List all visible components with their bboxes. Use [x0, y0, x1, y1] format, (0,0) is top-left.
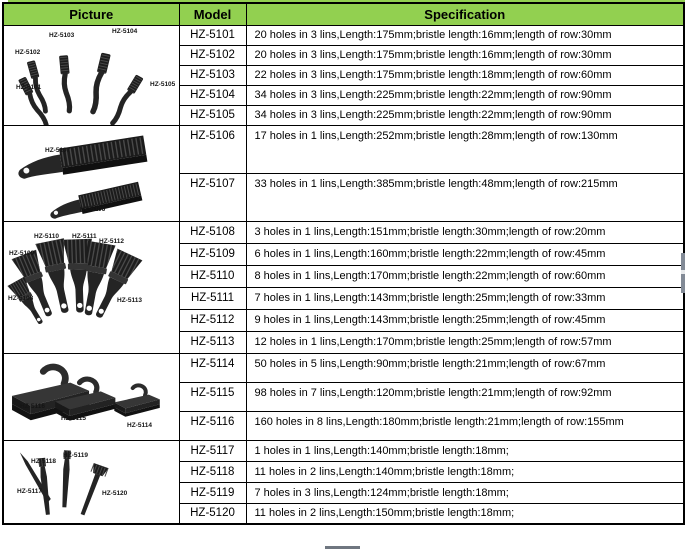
model-cell: HZ-5118 [179, 461, 246, 482]
spec-cell: 22 holes in 3 lins,Length:175mm;bristle length:18mm;length of row:60mm [246, 65, 684, 85]
table-row [3, 125, 684, 173]
spec-cell: 8 holes in 1 lins,Length:170mm;bristle length:22mm;length of row:60mm [246, 265, 684, 287]
spec-cell: 34 holes in 3 lins,Length:225mm;bristle length:22mm;length of row:90mm [246, 85, 684, 105]
spec-cell: 1 holes in 1 lins,Length:140mm;bristle length:18mm; [246, 440, 684, 461]
photo-label: HZ-5106 [80, 205, 106, 213]
spec-cell: 98 holes in 7 lins,Length:120mm;bristle length:21mm;length of row:92mm [246, 382, 684, 411]
photo-label: HZ-5119 [63, 451, 88, 459]
spec-cell: 50 holes in 5 lins,Length:90mm;bristle length:21mm;length of row:67mm [246, 353, 684, 382]
spec-cell: 3 holes in 1 lins,Length:151mm;bristle length:30mm;length of row:20mm [246, 221, 684, 243]
model-cell: HZ-5117 [179, 440, 246, 461]
model-cell: HZ-5103 [179, 65, 246, 85]
photo-label: HZ-5118 [31, 457, 56, 465]
photo-label: HZ-5111 [72, 232, 97, 240]
model-cell: HZ-5101 [179, 25, 246, 45]
photo-label: HZ-5105 [150, 80, 176, 88]
picture-cell-group2 [3, 125, 179, 221]
header-picture: Picture [3, 3, 179, 25]
photo-label: HZ-5108 [8, 294, 34, 302]
header-row [3, 3, 684, 25]
table-row [3, 353, 684, 382]
model-cell: HZ-5116 [179, 411, 246, 440]
photo-label: HZ-5110 [34, 232, 59, 240]
model-cell: HZ-5108 [179, 221, 246, 243]
model-cell: HZ-5102 [179, 45, 246, 65]
model-cell: HZ-5106 [179, 125, 246, 173]
model-cell: HZ-5113 [179, 331, 246, 353]
picture-cell-group3 [3, 221, 179, 353]
brush-set-3-image [4, 222, 179, 353]
product-spec-table [2, 2, 685, 525]
header-specification: Specification [246, 3, 684, 25]
model-cell: HZ-5109 [179, 243, 246, 265]
spec-cell: 20 holes in 3 lins,Length:175mm;bristle length:16mm;length of row:30mm [246, 25, 684, 45]
photo-label: HZ-5101 [16, 83, 42, 91]
spec-cell: 9 holes in 1 lins,Length:143mm;bristle length:25mm;length of row:45mm [246, 309, 684, 331]
spec-cell: 160 holes in 8 lins,Length:180mm;bristle length:21mm;length of row:155mm [246, 411, 684, 440]
photo-label: HZ-5116 [20, 402, 45, 410]
model-cell: HZ-5112 [179, 309, 246, 331]
spec-cell: 7 holes in 1 lins,Length:143mm;bristle length:25mm;length of row:33mm [246, 287, 684, 309]
spec-cell: 12 holes in 1 lins,Length:170mm;bristle length:25mm;length of row:57mm [246, 331, 684, 353]
photo-label: HZ-5117 [17, 487, 42, 495]
brush-set-5-image [4, 441, 179, 524]
header-model: Model [179, 3, 246, 25]
vertical-scrollbar-thumb[interactable] [681, 253, 685, 293]
spec-cell: 20 holes in 3 lins,Length:175mm;bristle length:16mm;length of row:30mm [246, 45, 684, 65]
photo-label: HZ-5114 [127, 421, 152, 429]
model-cell: HZ-5114 [179, 353, 246, 382]
model-cell: HZ-5110 [179, 265, 246, 287]
photo-label: HZ-5103 [49, 31, 75, 39]
spec-cell: 33 holes in 1 lins,Length:385mm;bristle length:48mm;length of row:215mm [246, 173, 684, 221]
photo-label: HZ-5109 [9, 249, 35, 257]
table-row [3, 25, 684, 45]
table-row [3, 440, 684, 461]
photo-label: HZ-5113 [117, 296, 142, 304]
model-cell: HZ-5119 [179, 482, 246, 503]
photo-label: HZ-5115 [61, 414, 86, 422]
model-cell: HZ-5111 [179, 287, 246, 309]
spec-cell: 7 holes in 3 lins,Length:124mm;bristle length:18mm; [246, 482, 684, 503]
table-row [3, 221, 684, 243]
photo-label: HZ-5107 [45, 146, 71, 154]
spec-cell: 6 holes in 1 lins,Length:160mm;bristle length:22mm;length of row:45mm [246, 243, 684, 265]
picture-cell-group4 [3, 353, 179, 440]
spec-cell: 17 holes in 1 lins,Length:252mm;bristle length:28mm;length of row:130mm [246, 125, 684, 173]
brush-set-4-image [4, 354, 179, 440]
photo-label: HZ-5112 [99, 237, 124, 245]
picture-cell-group1 [3, 25, 179, 125]
spec-cell: 11 holes in 2 lins,Length:140mm;bristle length:18mm; [246, 461, 684, 482]
model-cell: HZ-5107 [179, 173, 246, 221]
model-cell: HZ-5115 [179, 382, 246, 411]
spec-cell: 34 holes in 3 lins,Length:225mm;bristle length:22mm;length of row:90mm [246, 105, 684, 125]
brush-set-1-image [4, 26, 179, 125]
spec-cell: 11 holes in 2 lins,Length:150mm;bristle length:18mm; [246, 503, 684, 524]
photo-label: HZ-5104 [112, 27, 138, 35]
model-cell: HZ-5105 [179, 105, 246, 125]
model-cell: HZ-5104 [179, 85, 246, 105]
photo-label: HZ-5120 [102, 489, 128, 497]
picture-cell-group5 [3, 440, 179, 524]
photo-label: HZ-5102 [15, 48, 41, 56]
horizontal-scrollbar-thumb[interactable] [325, 546, 360, 549]
model-cell: HZ-5120 [179, 503, 246, 524]
